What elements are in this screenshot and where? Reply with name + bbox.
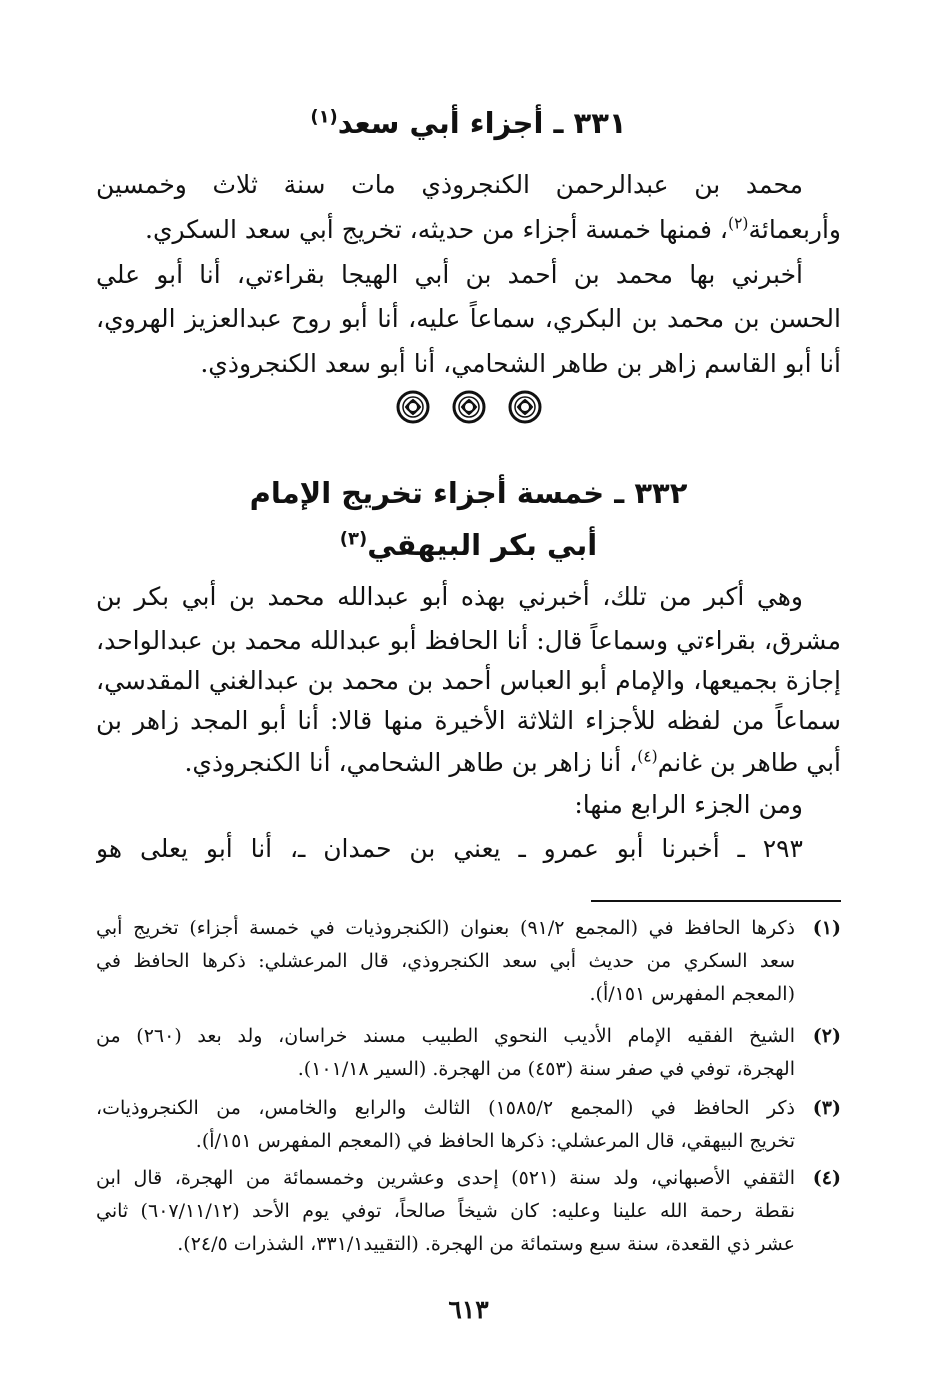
- footnote-number: (٣): [812, 1097, 841, 1119]
- section-331-line-2: [96, 211, 841, 249]
- footnote-1: [96, 912, 841, 1011]
- section-332-line-2: مشرق، بقراءتي وسماعاً قال: أنا الحافظ أبو عبدالله محمد بن عبدالواحد،: [96, 626, 841, 655]
- knot-ornament-icon: [508, 390, 542, 424]
- footnote-line: سعد السكري من حديث أبي سعد الكنجروذي، قال المرعشلي: ذكرها الحافظ في: [96, 950, 795, 972]
- section-332-line-4: سماعاً من لفظه للأجزاء الثلاثة الأخيرة منها قالا: أنا أبو المجد زاهر بن: [96, 706, 841, 735]
- footnote-line: عشر ذي القعدة، سنة سبع وستمائة من الهجرة. (التقييد٣٣١/١، الشذرات ٢٤/٥).: [177, 1233, 795, 1255]
- footnote-text: [96, 912, 795, 1011]
- section-332-line-5a: أبي طاهر بن غانم: [657, 748, 841, 777]
- book-page: [96, 0, 841, 1389]
- footnote-number: (٤): [812, 1167, 841, 1189]
- footnote-line: الثقفي الأصبهاني، ولد سنة (٥٢١) إحدى وعشرين وخمسمائة من الهجرة، قال ابن: [96, 1167, 795, 1189]
- footnote-ref-1: (١): [310, 106, 338, 128]
- footnote-ref-3: (٣): [339, 528, 368, 550]
- section-332-line-5b: ، أنا زاهر بن طاهر الشحامي، أنا الكنجروذي.: [184, 748, 638, 777]
- footnote-line: الشيخ الفقيه الإمام الأديب النحوي الطبيب مسند خراسان، ولد بعد (٢٦٠) من: [96, 1025, 795, 1047]
- section-331-heading: [96, 98, 841, 148]
- knot-ornament-icon: [452, 390, 486, 424]
- section-divider: [96, 390, 841, 430]
- knot-ornament-icon: [396, 390, 430, 424]
- footnote-2: [96, 1020, 841, 1086]
- section-332-line-5: [96, 744, 841, 782]
- footnote-line: ذكرها الحافظ في (المجمع ٩١/٢) بعنوان (الكنجروذيات في خمسة أجزاء) تخريج أبي: [96, 917, 795, 939]
- footnote-ref-2: (٢): [728, 214, 749, 233]
- section-331-line-3: أخبرني بها محمد بن أحمد بن أبي الهيجا بقراءتي، أنا أبو علي: [96, 260, 803, 289]
- footnote-text: [96, 1162, 795, 1261]
- footnote-line: (المعجم المفهرس ١٥١/أ).: [589, 983, 795, 1005]
- footnote-number: (١): [812, 917, 841, 939]
- section-332-line-1: وهي أكبر من تلك، أخبرني بهذه أبو عبدالله محمد بن أبي بكر بن: [96, 582, 803, 611]
- section-331-line-2a: وأربعمائة: [748, 215, 841, 244]
- section-332-line-7: ٢٩٣ ـ أخبرنا أبو عمرو ـ يعني بن حمدان ـ، أنا أبو يعلى هو: [96, 834, 803, 863]
- footnote-3: [96, 1092, 841, 1158]
- section-331-title: ٣٣١ ـ أجزاء أبي سعد: [337, 106, 627, 140]
- section-332-heading-line-1: ٣٣٢ ـ خمسة أجزاء تخريج الإمام: [249, 476, 688, 510]
- footnote-text: [96, 1092, 795, 1158]
- footnote-separator: [591, 900, 841, 902]
- section-331-line-5: أنا أبو القاسم زاهر بن طاهر الشحامي، أنا أبو سعد الكنجروذي.: [200, 349, 841, 378]
- section-331-line-1: محمد بن عبدالرحمن الكنجروذي مات سنة ثلاث وخمسين: [96, 170, 803, 199]
- footnote-line: نقطة رحمة الله علينا وعليه: كان شيخاً صالحاً، توفي يوم الأحد (٦٠٧/١١/١٢) ثاني: [96, 1200, 795, 1222]
- section-331-line-4: الحسن بن محمد بن البكري، سماعاً عليه، أنا أبو روح عبدالعزيز الهروي،: [96, 304, 841, 333]
- footnote-number: (٢): [812, 1025, 841, 1047]
- section-331-line-2b: ، فمنها خمسة أجزاء من حديثه، تخريج أبي سعد السكري.: [145, 215, 728, 244]
- footnote-line: ذكر الحافظ في (المجمع ١٥٨٥/٢) الثالث والرابع والخامس، من الكنجروذيات،: [96, 1097, 795, 1119]
- footnote-4: [96, 1162, 841, 1261]
- section-332-title-line-2: أبي بكر البيهقي: [367, 528, 598, 562]
- footnote-text: [96, 1020, 795, 1086]
- section-332-line-3: إجازة بجميعها، والإمام أبو العباس أحمد بن محمد بن عبدالغني المقدسي،: [96, 666, 841, 695]
- section-332-line-6: ومن الجزء الرابع منها:: [574, 790, 803, 819]
- section-332-heading-line-2: [96, 520, 841, 570]
- footnote-line: الهجرة، توفي في صفر سنة (٤٥٣) من الهجرة. (السير ١٠١/١٨).: [297, 1058, 795, 1080]
- page-number: ٦١٣: [448, 1295, 489, 1324]
- footnote-line: تخريج البيهقي، قال المرعشلي: ذكرها الحافظ في (المعجم المفهرس ١٥١/أ).: [195, 1130, 795, 1152]
- footnote-ref-4: (٤): [637, 747, 658, 766]
